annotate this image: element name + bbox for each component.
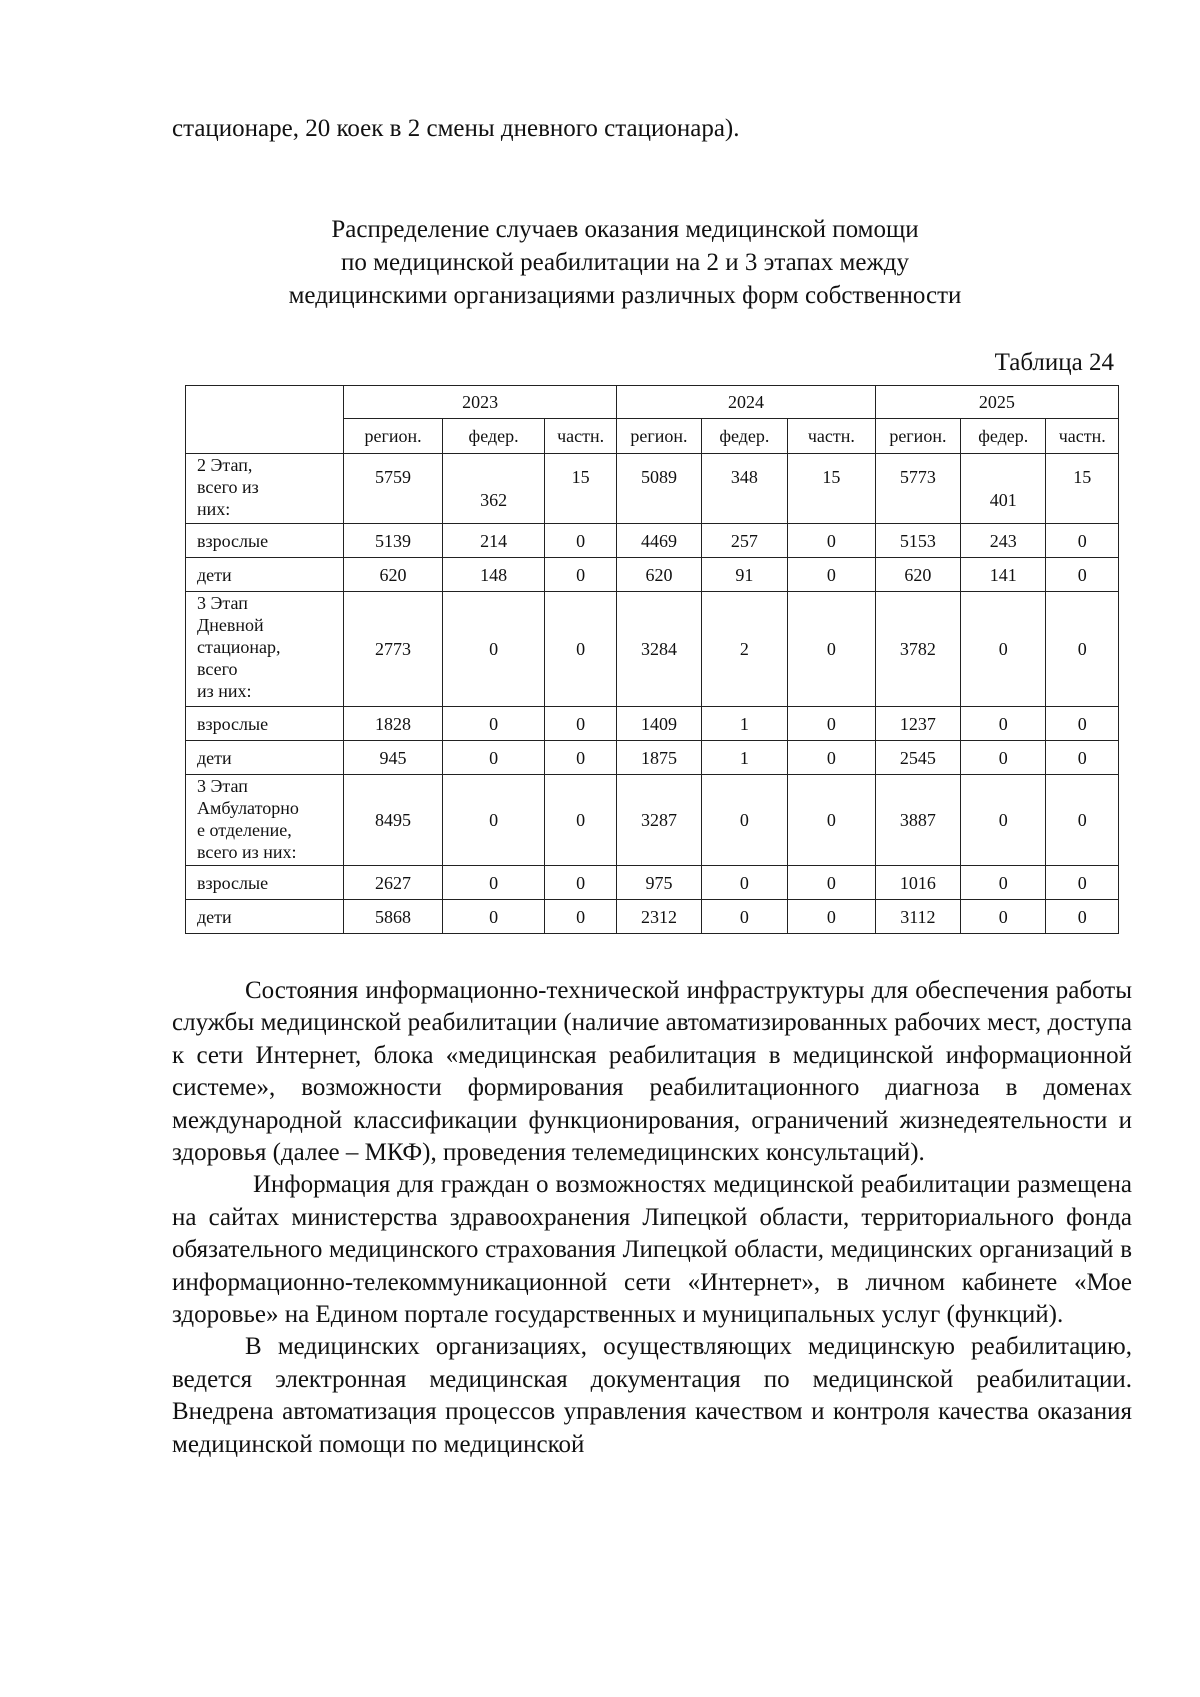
cell-value: 15 — [1073, 466, 1092, 487]
cell-value: 0 — [998, 747, 1008, 768]
cell-value: 0 — [826, 564, 836, 585]
value-cell — [544, 454, 616, 524]
cell-value: 0 — [576, 810, 586, 830]
value-cell — [443, 866, 545, 900]
title-line: медицинскими организациями различных форм собственности — [288, 282, 962, 309]
value-cell — [1046, 558, 1119, 592]
cell-value: 0 — [826, 639, 836, 659]
value-cell — [617, 741, 701, 775]
title-line: Распределение случаев оказания медицинской помощи — [331, 216, 919, 243]
value-cell — [1046, 524, 1119, 558]
cell-value: 91 — [735, 564, 754, 585]
table-row — [186, 454, 1119, 524]
value-cell — [443, 592, 545, 707]
value-cell — [443, 558, 545, 592]
cell-value: 0 — [1077, 906, 1087, 927]
cell-value: 15 — [571, 466, 590, 487]
value-cell — [875, 707, 960, 741]
corner-cell — [186, 386, 344, 454]
paragraph: Информация для граждан о возможностях медицинской реабилитации размещена на сайтах министерства здравоохранения Липецкой области, территориального фонда обязательного медицинского страхования Липецкой области, медицинских организаций в информационно-телекоммуникационной сети «Интернет», в личном кабинете «Мое здоровье» на Едином портале государственных и муниципальных услуг (функций). — [172, 1171, 1132, 1329]
cell-value: 1237 — [899, 713, 936, 734]
row-label: дети — [186, 900, 344, 934]
year-header-row — [186, 386, 1119, 419]
distribution-table — [185, 385, 1119, 934]
value-cell — [343, 592, 442, 707]
cell-value: 0 — [1077, 810, 1087, 830]
value-cell — [343, 558, 442, 592]
year-header: 2023 — [343, 386, 617, 419]
value-cell — [443, 454, 545, 524]
value-cell — [701, 558, 787, 592]
value-cell — [1046, 900, 1119, 934]
value-cell — [788, 900, 876, 934]
value-cell — [1046, 775, 1119, 866]
table-title — [200, 213, 1050, 312]
value-cell — [617, 866, 701, 900]
cell-value: 148 — [480, 564, 508, 585]
value-cell — [701, 741, 787, 775]
row-label: взрослые — [186, 524, 344, 558]
value-cell — [1046, 707, 1119, 741]
value-cell — [617, 775, 701, 866]
cell-value: 5153 — [899, 530, 936, 551]
value-cell — [961, 900, 1046, 934]
row-label: 3 Этап Дневной стационар, всего из них: — [186, 592, 344, 707]
cell-value: 5089 — [640, 466, 677, 487]
value-cell — [617, 592, 701, 707]
value-cell — [1046, 866, 1119, 900]
cell-value: 348 — [730, 466, 758, 487]
cell-value: 401 — [989, 489, 1017, 510]
cell-value: 214 — [480, 530, 508, 551]
cell-value: 0 — [998, 872, 1008, 893]
cell-value: 0 — [489, 639, 499, 659]
value-cell — [961, 866, 1046, 900]
table-row — [186, 775, 1119, 866]
value-cell — [343, 707, 442, 741]
value-cell — [544, 866, 616, 900]
value-cell — [701, 592, 787, 707]
cell-value: 0 — [826, 530, 836, 551]
value-cell — [443, 524, 545, 558]
value-cell — [875, 524, 960, 558]
cell-value: 2627 — [375, 872, 412, 893]
table-row — [186, 707, 1119, 741]
cell-value: 0 — [576, 713, 586, 734]
value-cell — [443, 707, 545, 741]
cell-value: 5759 — [375, 466, 412, 487]
value-cell — [701, 775, 787, 866]
cell-value: 0 — [826, 713, 836, 734]
cell-value: 5773 — [899, 466, 936, 487]
value-cell — [961, 592, 1046, 707]
cell-value: 0 — [1077, 713, 1087, 734]
value-cell — [875, 454, 960, 524]
table-number-label: Таблица 24 — [994, 349, 1114, 376]
cell-value: 2 — [739, 639, 749, 659]
value-cell — [544, 900, 616, 934]
value-cell — [443, 741, 545, 775]
cell-value: 0 — [739, 872, 749, 893]
cell-value: 2773 — [375, 639, 412, 659]
cell-value: 0 — [739, 906, 749, 927]
value-cell — [961, 707, 1046, 741]
subheader-cell: частн. — [1046, 419, 1119, 454]
row-label: 2 Этап, всего из них: — [186, 454, 344, 524]
cell-value: 0 — [489, 872, 499, 893]
cell-value: 0 — [998, 713, 1008, 734]
intro-line: стационаре, 20 коек в 2 смены дневного стационара). — [172, 115, 740, 142]
subheader-cell: регион. — [617, 419, 701, 454]
subheader-cell: регион. — [343, 419, 442, 454]
cell-value: 0 — [1077, 872, 1087, 893]
value-cell — [544, 741, 616, 775]
value-cell — [875, 775, 960, 866]
cell-value: 362 — [480, 489, 508, 510]
value-cell — [343, 741, 442, 775]
subheader-cell: федер. — [443, 419, 545, 454]
value-cell — [701, 454, 787, 524]
row-label: взрослые — [186, 866, 344, 900]
cell-value: 0 — [576, 564, 586, 585]
cell-value: 3287 — [640, 810, 677, 830]
value-cell — [788, 454, 876, 524]
subheader-cell: частн. — [788, 419, 876, 454]
value-cell — [961, 524, 1046, 558]
cell-value: 3782 — [899, 639, 936, 659]
value-cell — [961, 775, 1046, 866]
cell-value: 0 — [489, 810, 499, 830]
value-cell — [343, 524, 442, 558]
cell-value: 0 — [1077, 530, 1087, 551]
value-cell — [875, 741, 960, 775]
cell-value: 1409 — [640, 713, 677, 734]
paragraph: Состояния информационно-технической инфраструктуры для обеспечения работы службы медицинской реабилитации (наличие автоматизированных рабочих мест, доступа к сети Интернет, блока «медицинская реабилитация в медицинской информационной системе», возможности формирования реабилитационного диагноза в доменах международной классификации функционирования, ограничений жизнедеятельности и здоровья (далее – МКФ), проведения телемедицинских консультаций). — [172, 977, 1132, 1167]
value-cell — [701, 524, 787, 558]
body-text — [172, 975, 1132, 1461]
value-cell — [961, 741, 1046, 775]
table-row — [186, 558, 1119, 592]
cell-value: 0 — [489, 747, 499, 768]
value-cell — [788, 741, 876, 775]
value-cell — [544, 707, 616, 741]
value-cell — [443, 775, 545, 866]
cell-value: 0 — [576, 530, 586, 551]
value-cell — [1046, 454, 1119, 524]
cell-value: 3887 — [899, 810, 936, 830]
value-cell — [701, 866, 787, 900]
value-cell — [617, 900, 701, 934]
cell-value: 0 — [489, 906, 499, 927]
title-line: по медицинской реабилитации на 2 и 3 этапах между — [341, 249, 909, 276]
value-cell — [617, 707, 701, 741]
table-row — [186, 741, 1119, 775]
cell-value: 3284 — [640, 639, 677, 659]
value-cell — [788, 524, 876, 558]
cell-value: 0 — [998, 906, 1008, 927]
cell-value: 0 — [576, 872, 586, 893]
cell-value: 8495 — [375, 810, 412, 830]
table-row — [186, 866, 1119, 900]
value-cell — [875, 558, 960, 592]
cell-value: 3112 — [900, 906, 936, 927]
cell-value: 0 — [826, 810, 836, 830]
value-cell — [343, 775, 442, 866]
cell-value: 0 — [576, 906, 586, 927]
value-cell — [701, 707, 787, 741]
cell-value: 0 — [1077, 639, 1087, 659]
value-cell — [1046, 741, 1119, 775]
value-cell — [875, 900, 960, 934]
subheader-cell: частн. — [544, 419, 616, 454]
cell-value: 15 — [822, 466, 841, 487]
value-cell — [788, 707, 876, 741]
value-cell — [343, 900, 442, 934]
cell-value: 243 — [989, 530, 1017, 551]
cell-value: 0 — [998, 810, 1008, 830]
cell-value: 0 — [1077, 747, 1087, 768]
cell-value: 1016 — [899, 872, 936, 893]
subheader-cell: федер. — [961, 419, 1046, 454]
value-cell — [617, 454, 701, 524]
table-row — [186, 524, 1119, 558]
cell-value: 257 — [730, 530, 758, 551]
cell-value: 5868 — [375, 906, 412, 927]
cell-value: 0 — [826, 872, 836, 893]
cell-value: 0 — [576, 639, 586, 659]
cell-value: 1 — [739, 713, 749, 734]
value-cell — [544, 524, 616, 558]
value-cell — [617, 524, 701, 558]
value-cell — [961, 454, 1046, 524]
value-cell — [788, 775, 876, 866]
value-cell — [961, 558, 1046, 592]
cell-value: 2545 — [899, 747, 936, 768]
row-label: 3 Этап Амбулаторно е отделение, всего из них: — [186, 775, 344, 866]
value-cell — [544, 592, 616, 707]
value-cell — [788, 592, 876, 707]
cell-value: 0 — [826, 747, 836, 768]
row-label: дети — [186, 741, 344, 775]
table-row — [186, 900, 1119, 934]
subheader-cell: федер. — [701, 419, 787, 454]
year-header: 2025 — [875, 386, 1118, 419]
paragraph: В медицинских организациях, осуществляющих медицинскую реабилитацию, ведется электронная медицинская документация по медицинской реабилитации. Внедрена автоматизация процессов управления качеством и контроля качества оказания медицинской помощи по медицинской — [172, 1333, 1132, 1458]
value-cell — [544, 558, 616, 592]
cell-value: 4469 — [640, 530, 677, 551]
cell-value: 620 — [904, 564, 932, 585]
cell-value: 5139 — [375, 530, 412, 551]
value-cell — [788, 558, 876, 592]
cell-value: 1828 — [375, 713, 412, 734]
value-cell — [617, 558, 701, 592]
value-cell — [701, 900, 787, 934]
year-header: 2024 — [617, 386, 875, 419]
cell-value: 0 — [826, 906, 836, 927]
value-cell — [544, 775, 616, 866]
cell-value: 0 — [489, 713, 499, 734]
cell-value: 0 — [998, 639, 1008, 659]
value-cell — [1046, 592, 1119, 707]
cell-value: 0 — [576, 747, 586, 768]
row-label: дети — [186, 558, 344, 592]
cell-value: 620 — [379, 564, 407, 585]
cell-value: 141 — [989, 564, 1017, 585]
cell-value: 620 — [645, 564, 673, 585]
table-row — [186, 592, 1119, 707]
row-label: взрослые — [186, 707, 344, 741]
cell-value: 0 — [1077, 564, 1087, 585]
value-cell — [875, 592, 960, 707]
value-cell — [443, 900, 545, 934]
cell-value: 0 — [739, 810, 749, 830]
cell-value: 945 — [379, 747, 407, 768]
cell-value: 975 — [645, 872, 673, 893]
value-cell — [788, 866, 876, 900]
value-cell — [343, 454, 442, 524]
cell-value: 2312 — [640, 906, 677, 927]
cell-value: 1875 — [640, 747, 677, 768]
cell-value: 1 — [739, 747, 749, 768]
value-cell — [343, 866, 442, 900]
subheader-cell: регион. — [875, 419, 960, 454]
value-cell — [875, 866, 960, 900]
